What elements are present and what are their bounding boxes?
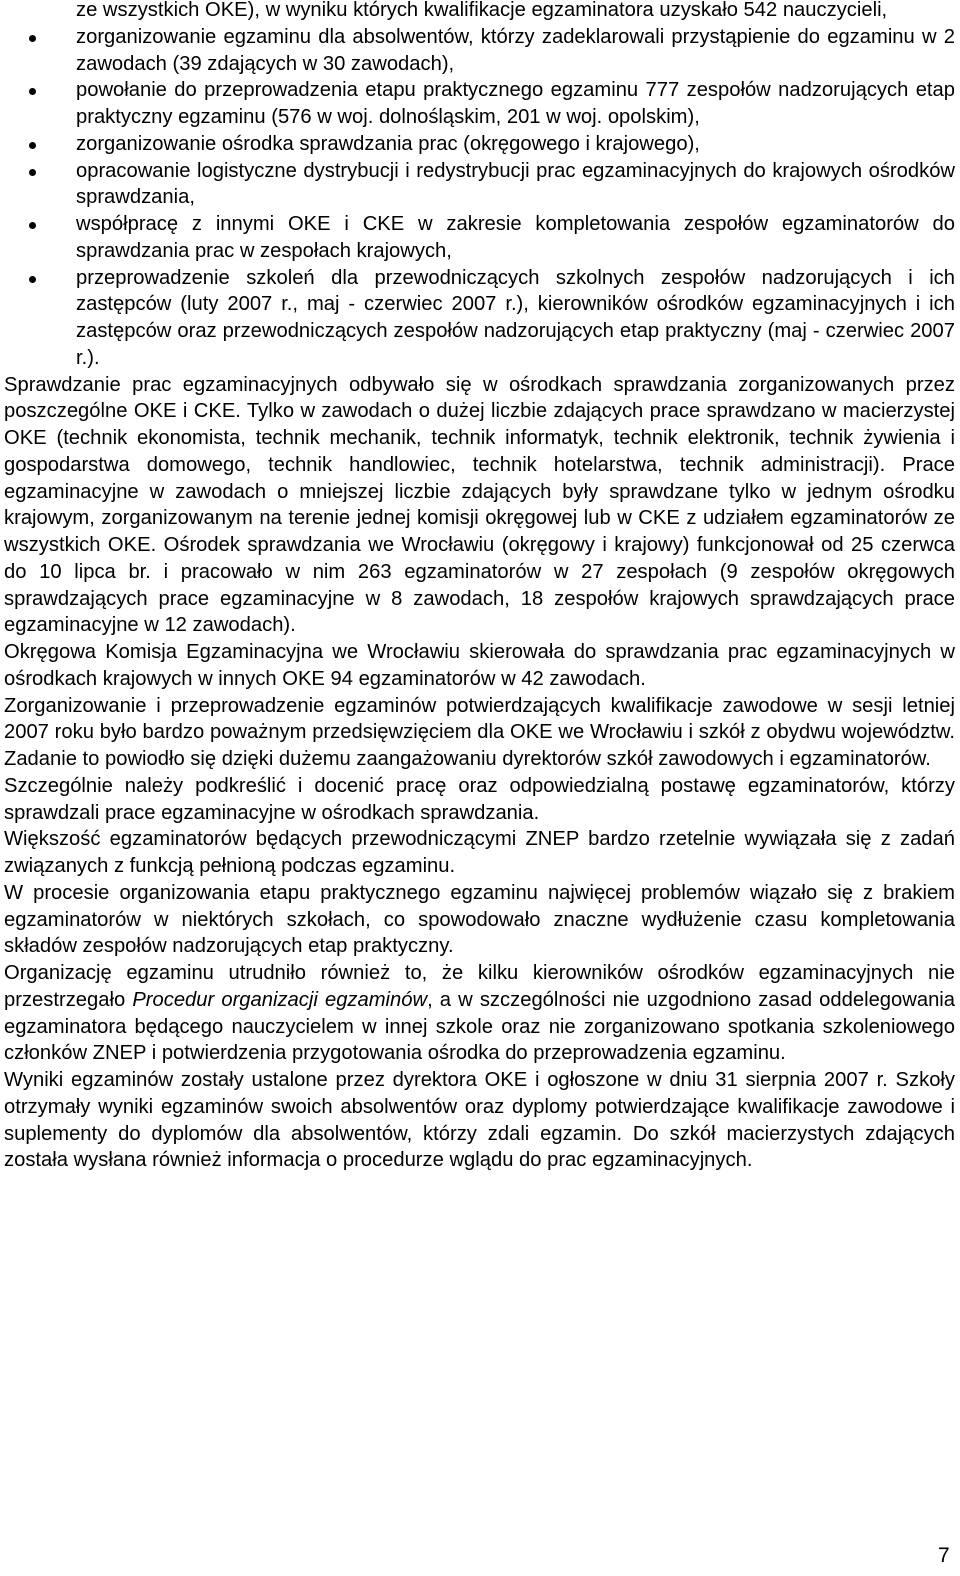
bullet-icon (29, 35, 36, 42)
bullet-icon (29, 169, 36, 176)
bullet-icon (29, 142, 36, 149)
list-item-text: współpracę z innymi OKE i CKE w zakresie kompletowania zespołów egzaminatorów do sprawdzania prac w zespołach krajowych, (76, 213, 955, 262)
list-item-text: zorganizowanie egzaminu dla absolwentów, którzy zadeklarowali przystąpienie do egzaminu w 2 zawodach (39 zdających w 30 zawodach), (76, 25, 955, 75)
paragraph-szczegolnie: Szczególnie należy podkreślić i docenić pracę oraz odpowiedzialną postawę egzaminatorów, którzy sprawdzali prace egzaminacyjne w ośrodkach sprawdzania. (4, 774, 955, 824)
paragraph-w-procesie: W procesie organizowania etapu praktycznego egzaminu najwięcej problemów wiązało się z brakiem egzaminatorów w niektórych szkołach, co spowodowało znaczne wydłużenie czasu kompletowania składów zespołów nadzorujących etap praktyczny. (4, 881, 955, 958)
page-number: 7 (938, 1544, 950, 1567)
bullet-icon (29, 276, 36, 283)
list-item-text: opracowanie logistyczne dystrybucji i redystrybucji prac egzaminacyjnych do krajowych ośrodków sprawdzania, (76, 159, 955, 209)
paragraph-okregowa-komisja: Okręgowa Komisja Egzaminacyjna we Wrocławiu skierowała do sprawdzania prac egzaminacyjnych w ośrodkach krajowych w innych OKE 94 egzaminatorów w 42 zawodach. (4, 641, 955, 690)
list-item-text: ze wszystkich OKE), w wyniku których kwalifikacje egzaminatora uzyskało 542 nauczycieli, (76, 0, 888, 21)
list-item (4, 211, 955, 265)
list-item (4, 77, 955, 131)
paragraph-organizacje-end: , a w szczególności nie uzgodniono zasad oddelegowania egzaminatora będącego nauczycielem w innej szkole oraz nie zorganizowano spotkania szkoleniowego członków ZNEP i potwierdzenia przygotowania ośrodka do przeprowadzenia egzaminu. (4, 988, 956, 1065)
list-item (4, 131, 955, 158)
paragraph-zorganizowanie: Zorganizowanie i przeprowadzenie egzaminów potwierdzających kwalifikacje zawodowe w sesji letniej 2007 roku było bardzo poważnym przedsięwzięciem dla OKE we Wrocławiu i szkół z obydwu województw. Zadanie to powiodło się dzięki dużemu zaangażowaniu dyrektorów szkół zawodowych i egzaminatorów. (4, 694, 955, 770)
list-item-text: zorganizowanie ośrodka sprawdzania prac (okręgowego i krajowego), (76, 132, 700, 155)
list-item (4, 158, 955, 212)
list-item-text: przeprowadzenie szkoleń dla przewodniczących szkolnych zespołów nadzorujących i ich zastępców (luty 2007 r., maj - czerwiec 2007 r.), kierowników ośrodków egzaminacyjnych i ich zastępców oraz przewodniczących zespołów nadzorujących etap praktyczny (maj - czerwiec 2007 r.). (76, 266, 955, 369)
document-body (4, 0, 955, 1174)
paragraph-organizacje (4, 960, 955, 1067)
bullet-icon (29, 88, 36, 95)
paragraph-wiekszosc: Większość egzaminatorów będących przewodniczącymi ZNEP bardzo rzetelnie wywiązała się z zadań związanych z funkcją pełnioną podczas egzaminu. (4, 828, 955, 877)
list-item (4, 0, 955, 24)
bullet-list (4, 0, 955, 372)
paragraph-sprawdzanie: Sprawdzanie prac egzaminacyjnych odbywało się w ośrodkach sprawdzania zorganizowanych przez poszczególne OKE i CKE. Tylko w zawodach o dużej liczbie zdających prace sprawdzano w macierzystej OKE (technik ekonomista, technik mechanik, technik informatyk, technik elektronik, technik żywienia i gospodarstwa domowego, technik handlowiec, technik hotelarstwa, technik administracji). Prace egzaminacyjne w zawodach o mniejszej liczbie zdających były sprawdzane tylko w jednym ośrodku krajowym, zorganizowanym na terenie jednej komisji okręgowej lub w CKE z udziałem egzaminatorów ze wszystkich OKE. Ośrodek sprawdzania we Wrocławiu (okręgowy i krajowy) funkcjonował od 25 czerwca do 10 lipca br. i pracowało w nim 263 egzaminatorów w 27 zespołach (9 zespołów okręgowych sprawdzających prace egzaminacyjne w 8 zawodach, 18 zespołów krajowych sprawdzających prace egzaminacyjne w 12 zawodach). (4, 373, 955, 637)
list-item (4, 265, 955, 372)
list-item-text: powołanie do przeprowadzenia etapu praktycznego egzaminu 777 zespołów nadzorujących etap praktyczny egzaminu (576 w woj. dolnośląskim, 201 w woj. opolskim), (76, 79, 955, 128)
paragraph-organizacje-start: Organizację egzaminu utrudniło również to, że kilku kierowników ośrodków egzaminacyjnych nie przestrzegało (4, 962, 955, 1011)
procedur-title: Procedur organizacji egzaminów (132, 988, 428, 1011)
bullet-icon (29, 222, 36, 229)
paragraph-wyniki: Wyniki egzaminów zostały ustalone przez dyrektora OKE i ogłoszone w dniu 31 sierpnia 2007 r. Szkoły otrzymały wyniki egzaminów swoich absolwentów oraz dyplomy potwierdzające kwalifikacje zawodowe i suplementy do dyplomów dla absolwentów, którzy zdali egzamin. Do szkół macierzystych zdających została wysłana również informacja o procedurze wglądu do prac egzaminacyjnych. (4, 1069, 955, 1172)
list-item (4, 24, 955, 78)
